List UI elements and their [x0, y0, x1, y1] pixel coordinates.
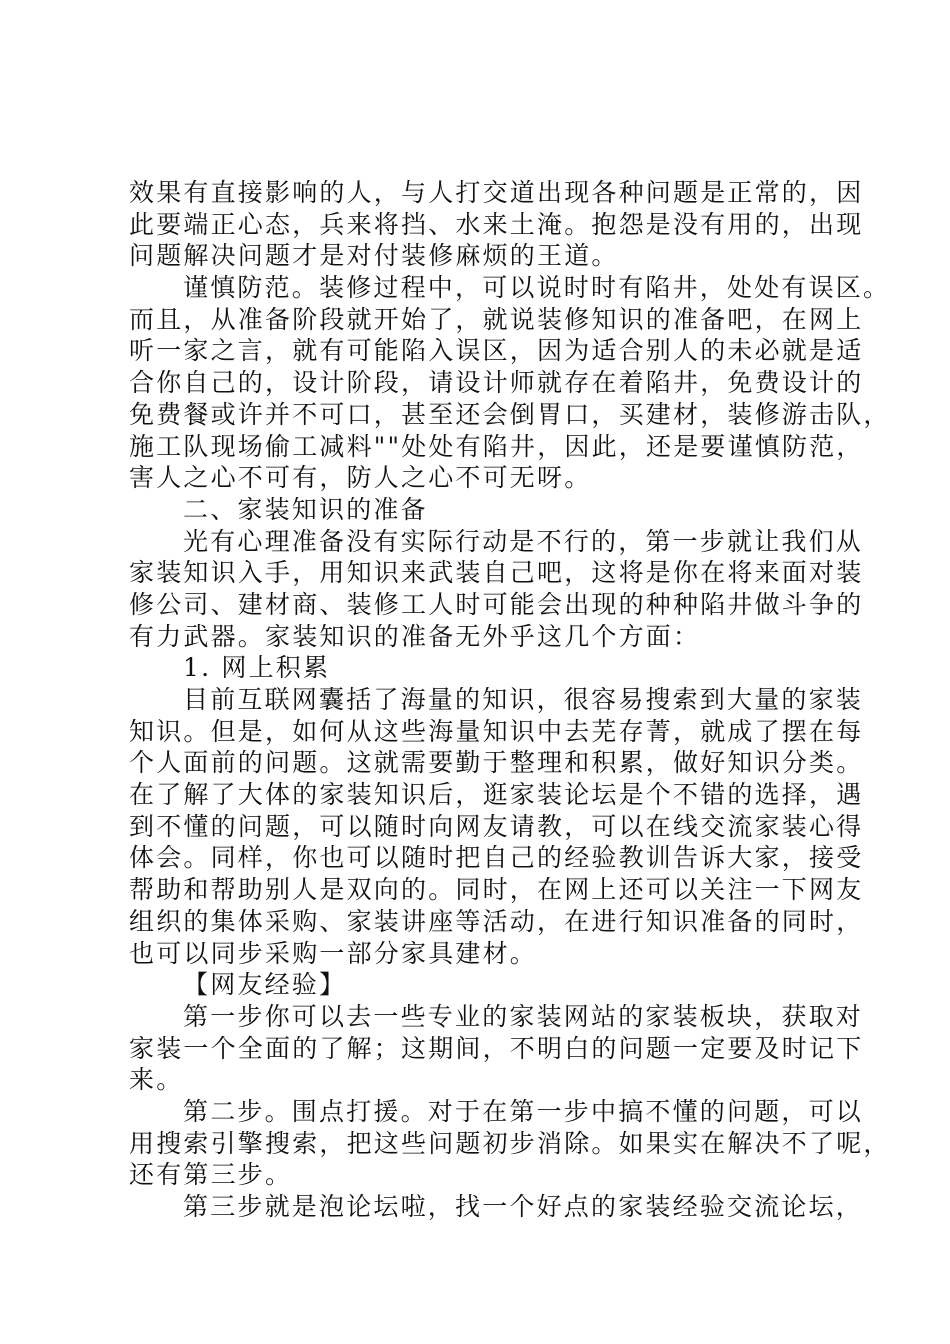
text-line: 到不懂的问题，可以随时向网友请教，可以在线交流家装心得	[129, 811, 864, 841]
text-line: 用搜索引擎搜索，把这些问题初步消除。如果实在解决不了呢，	[129, 1128, 891, 1158]
document-body	[129, 177, 891, 1223]
text-line: 【网友经验】	[183, 970, 347, 1000]
text-line: 效果有直接影响的人，与人打交道出现各种问题是正常的，因	[129, 178, 864, 207]
text-line: 修公司、建材商、装修工人时可能会出现的种种陷井做斗争的	[129, 589, 864, 619]
text-line: 体会。同样，你也可以随时把自己的经验教训告诉大家，接受	[129, 843, 864, 873]
text-line: 第二步。围点打援。对于在第一步中搞不懂的问题，可以	[183, 1096, 864, 1126]
text-line: 第一步你可以去一些专业的家装网站的家装板块，获取对	[183, 1001, 864, 1031]
text-line: 也可以同步采购一部分家具建材。	[129, 938, 538, 968]
text-line: 第三步就是泡论坛啦，找一个好点的家装经验交流论坛，	[183, 1192, 864, 1221]
text-line: 此要端正心态，兵来将挡、水来土淹。抱怨是没有用的，出现	[129, 209, 864, 239]
text-line: 在了解了大体的家装知识后，逛家装论坛是个不错的选择，遇	[129, 780, 864, 810]
text-line: 施工队现场偷工减料""处处有陷井，因此，还是要谨慎防范，	[129, 431, 864, 461]
text-line: 听一家之言，就有可能陷入误区，因为适合别人的未必就是适	[129, 336, 864, 366]
text-line: 害人之心不可有，防人之心不可无呀。	[129, 463, 592, 493]
text-line: 合你自己的，设计阶段，请设计师就存在着陷井，免费设计的	[129, 368, 864, 398]
text-line: 有力武器。家装知识的准备无外乎这几个方面：	[129, 621, 701, 651]
text-line: 免费餐或许并不可口，甚至还会倒胃口，买建材，装修游击队，	[129, 399, 891, 429]
text-line: 二、家装知识的准备	[183, 494, 428, 524]
text-line: 还有第三步。	[129, 1160, 293, 1190]
text-line: 问题解决问题才是对付装修麻烦的王道。	[129, 241, 619, 271]
text-line: 帮助和帮助别人是双向的。同时，在网上还可以关注一下网友	[129, 875, 864, 905]
text-line: 家装一个全面的了解；这期间，不明白的问题一定要及时记下	[129, 1033, 864, 1063]
text-line: 知识。但是，如何从这些海量知识中去芜存菁，就成了摆在每	[129, 716, 864, 746]
text-line: 谨慎防范。装修过程中，可以说时时有陷井，处处有误区。	[183, 273, 891, 303]
text-line: 组织的集体采购、家装讲座等活动，在进行知识准备的同时，	[129, 906, 864, 936]
text-line: 个人面前的问题。这就需要勤于整理和积累，做好知识分类。	[129, 748, 864, 778]
text-line: 光有心理准备没有实际行动是不行的，第一步就让我们从	[183, 526, 864, 556]
text-line: 1. 网上积累	[183, 653, 331, 683]
text-line: 而且，从准备阶段就开始了，就说装修知识的准备吧，在网上	[129, 304, 864, 334]
text-line: 来。	[129, 1065, 184, 1095]
text-line: 目前互联网囊括了海量的知识，很容易搜索到大量的家装	[183, 685, 864, 714]
text-line: 家装知识入手，用知识来武装自己吧，这将是你在将来面对装	[129, 558, 864, 588]
